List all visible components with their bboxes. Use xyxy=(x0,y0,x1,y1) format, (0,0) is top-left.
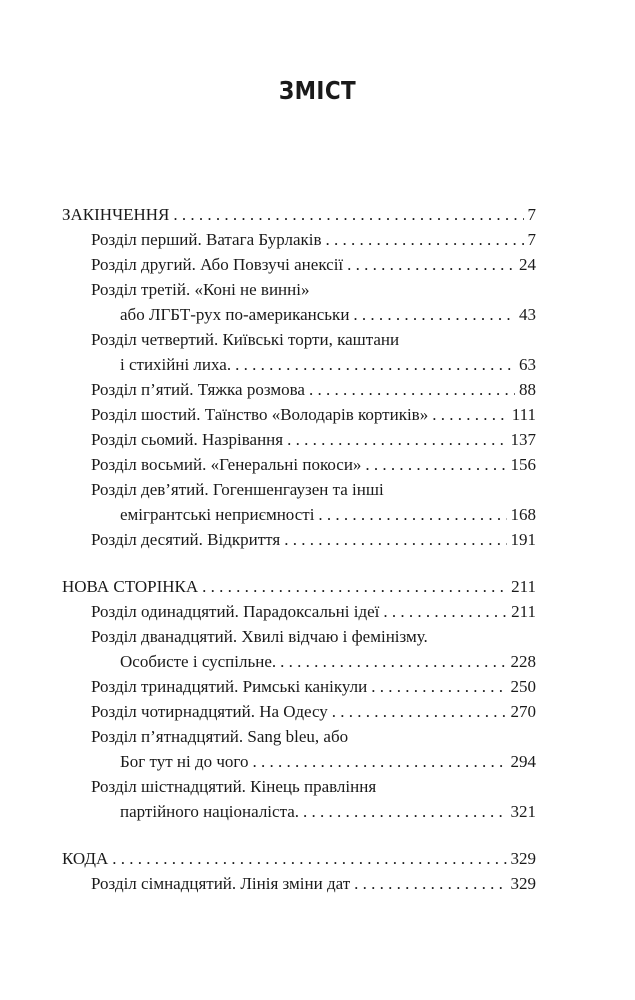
leader-dots xyxy=(326,228,524,251)
page-number: 168 xyxy=(510,505,536,524)
entry-title: Розділ сьомий. Назрівання xyxy=(91,430,284,449)
page-number: 7 xyxy=(527,230,536,249)
toc-chapter-line xyxy=(91,278,536,301)
toc-chapter-line xyxy=(91,700,536,723)
leader-dots xyxy=(309,378,515,401)
toc-chapter-line xyxy=(91,775,536,798)
page-number: 156 xyxy=(510,455,536,474)
page-number: 211 xyxy=(511,577,536,596)
toc-chapter-line xyxy=(120,303,536,326)
leader-dots xyxy=(432,403,508,426)
entry-title: Розділ восьмий. «Генеральні покоси» xyxy=(91,455,362,474)
toc-chapter-line xyxy=(91,228,536,251)
toc-chapter-line xyxy=(91,328,536,351)
entry-title: Розділ чотирнадцятий. На Одесу xyxy=(91,702,328,721)
entry-title: НОВА СТОРІНКА xyxy=(62,577,199,596)
entry-title: Розділ одинадцятий. Парадоксальні ідеї xyxy=(91,602,380,621)
toc-chapter-line xyxy=(120,353,536,376)
toc-chapter-line xyxy=(91,600,536,623)
page-number: 294 xyxy=(510,752,536,771)
leader-dots xyxy=(235,353,515,376)
page-number: 321 xyxy=(510,802,536,821)
leader-dots xyxy=(347,253,515,276)
page-number: 43 xyxy=(519,305,536,324)
entry-title: Розділ третій. «Коні не винні» xyxy=(91,280,310,299)
leader-dots xyxy=(354,872,506,895)
toc-chapter-line xyxy=(91,403,536,426)
toc-chapter-line xyxy=(91,478,536,501)
toc-part xyxy=(62,575,536,598)
page-number: 250 xyxy=(510,677,536,696)
entry-title: Розділ тринадцятий. Римські канікули xyxy=(91,677,368,696)
page-number: 7 xyxy=(527,205,536,224)
page-number: 329 xyxy=(510,874,536,893)
leader-dots xyxy=(318,503,506,526)
toc-chapter-line xyxy=(120,503,536,526)
toc-chapter-line xyxy=(91,625,536,648)
entry-title: Розділ четвертий. Київські торти, каштани xyxy=(91,330,400,349)
entry-title: і стихійні лиха. xyxy=(120,355,232,374)
entry-title: Розділ перший. Ватага Бурлаків xyxy=(91,230,322,249)
entry-title: Розділ шістнадцятий. Кінець правління xyxy=(91,777,377,796)
page-number: 88 xyxy=(519,380,536,399)
page-number: 228 xyxy=(510,652,536,671)
page-number: 191 xyxy=(510,530,536,549)
page-title: ЗМІСТ xyxy=(278,76,357,105)
entry-title: емігрантські неприємності xyxy=(120,505,315,524)
entry-title: Розділ другий. Або Повзучі анексії xyxy=(91,255,344,274)
entry-title: Бог тут ні до чого xyxy=(120,752,249,771)
page-number: 211 xyxy=(511,602,536,621)
toc-part xyxy=(62,847,536,870)
entry-title: Розділ дванадцятий. Хвилі відчаю і фемінізму. xyxy=(91,627,428,646)
entry-title: Розділ п’ятий. Тяжка розмова xyxy=(91,380,305,399)
leader-dots xyxy=(383,600,507,623)
toc-part xyxy=(62,203,536,226)
toc-chapter-line xyxy=(91,453,536,476)
page-number: 24 xyxy=(519,255,536,274)
page-number: 111 xyxy=(511,405,536,424)
toc-chapter-line xyxy=(91,428,536,451)
leader-dots xyxy=(280,650,506,673)
leader-dots xyxy=(332,700,507,723)
leader-dots xyxy=(353,303,515,326)
leader-dots xyxy=(112,847,506,870)
leader-dots xyxy=(173,203,523,226)
entry-title: партійного націоналіста. xyxy=(120,802,300,821)
toc-chapter-line xyxy=(91,872,536,895)
entry-title: Розділ дев’ятий. Гогеншенгаузен та інші xyxy=(91,480,384,499)
page-number: 270 xyxy=(510,702,536,721)
page-number: 137 xyxy=(510,430,536,449)
leader-dots xyxy=(252,750,506,773)
toc-chapter-line xyxy=(120,800,536,823)
entry-title: Розділ десятий. Відкриття xyxy=(91,530,281,549)
entry-title: ЗАКІНЧЕННЯ xyxy=(62,205,170,224)
leader-dots xyxy=(287,428,506,451)
leader-dots xyxy=(284,528,506,551)
toc-chapter-line xyxy=(120,650,536,673)
table-of-contents xyxy=(62,203,536,897)
toc-chapter-line xyxy=(91,378,536,401)
entry-title: Розділ шостий. Таїнство «Володарів кортиків» xyxy=(91,405,429,424)
leader-dots xyxy=(303,800,506,823)
page-number: 63 xyxy=(519,355,536,374)
entry-title: КОДА xyxy=(62,849,109,868)
leader-dots xyxy=(202,575,507,598)
entry-title: Розділ сімнадцятий. Лінія зміни дат xyxy=(91,874,351,893)
toc-chapter-line xyxy=(91,253,536,276)
toc-chapter-line xyxy=(91,725,536,748)
toc-chapter-line xyxy=(91,675,536,698)
toc-chapter-line xyxy=(120,750,536,773)
leader-dots xyxy=(371,675,506,698)
toc-chapter-line xyxy=(91,528,536,551)
entry-title: Особисте і суспільне. xyxy=(120,652,277,671)
leader-dots xyxy=(365,453,506,476)
page-number: 329 xyxy=(510,849,536,868)
entry-title: Розділ п’ятнадцятий. Sang bleu, або xyxy=(91,727,349,746)
entry-title: або ЛГБТ-рух по-американськи xyxy=(120,305,350,324)
